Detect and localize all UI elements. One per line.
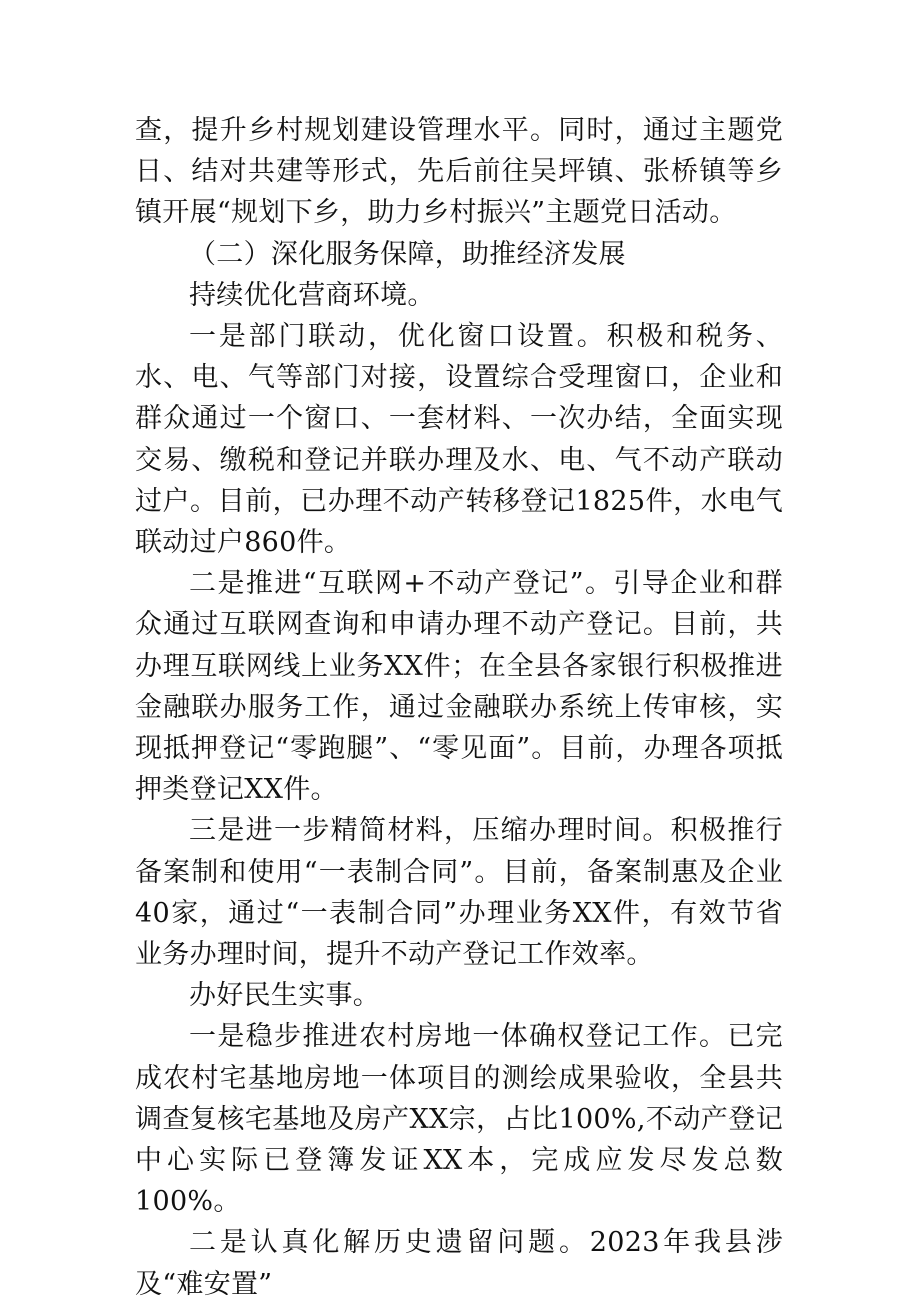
document-body: [135, 110, 783, 1305]
paragraph-streamline-materials: 三是进一步精简材料，压缩办理时间。积极推行备案制和使用“一表制合同”。目前，备案制惠及企业40家，通过“一表制合同”办理业务XX件，有效节省业务办理时间，提升不动产登记工作效率。: [135, 815, 783, 971]
paragraph-historical-issues: 二是认真化解历史遗留问题。2023年我县涉及“难安置”: [135, 1227, 783, 1300]
paragraph-department-linkage: 一是部门联动，优化窗口设置。积极和税务、水、电、气等部门对接，设置综合受理窗口，企业和群众通过一个窗口、一套材料、一次办结，全面实现交易、缴税和登记并联办理及水、电、气不动产联动过户。目前，已办理不动产转移登记1825件，水电气联动过户860件。: [135, 321, 783, 559]
section-heading: （二）深化服务保障，助推经济发展: [189, 238, 626, 270]
paragraph-livelihood-affairs: 办好民生实事。: [189, 980, 381, 1012]
paragraph-continuation: 查，提升乡村规划建设管理水平。同时，通过主题党日、结对共建等形式，先后前往吴坪镇、张桥镇等乡镇开展“规划下乡，助力乡村振兴”主题党日活动。: [135, 115, 783, 229]
paragraph-internet-registration: 二是推进“互联网+不动产登记”。引导企业和群众通过互联网查询和申请办理不动产登记。目前，共办理互联网线上业务XX件；在全县各家银行积极推进金融联办服务工作，通过金融联办系统上传审核，实现抵押登记“零跑腿”、“零见面”。目前，办理各项抵押类登记XX件。: [135, 568, 783, 806]
paragraph-business-environment: 持续优化营商环境。: [189, 279, 435, 311]
paragraph-rural-registration: 一是稳步推进农村房地一体确权登记工作。已完成农村宅基地房地一体项目的测绘成果验收，全县共调查复核宅基地及房产XX宗，占比100%,不动产登记中心实际已登簿发证XX本，完成应发尽发总数100%。: [135, 1021, 783, 1218]
